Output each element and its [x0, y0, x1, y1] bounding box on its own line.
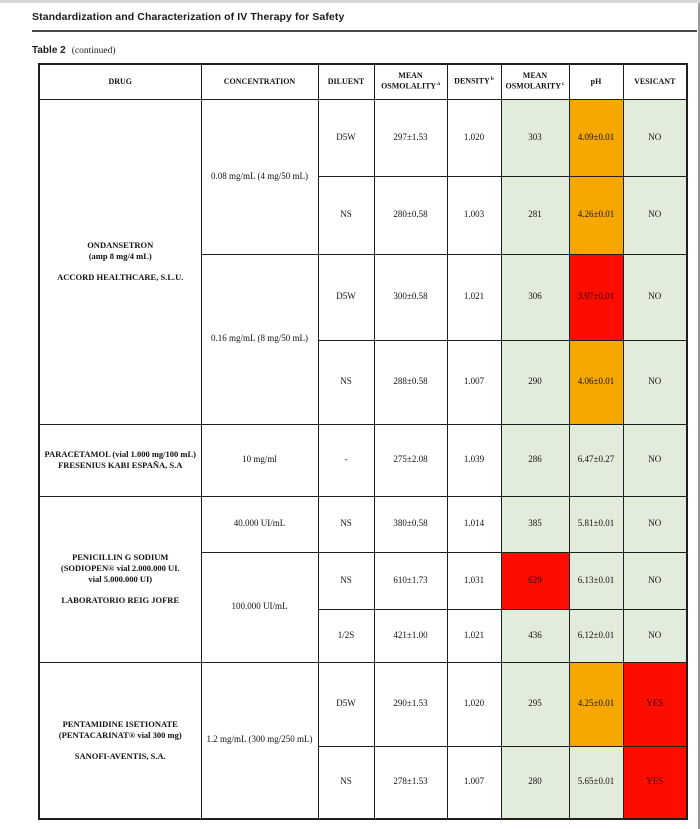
footnote-marker-b: b — [490, 76, 494, 83]
col-header-osmolarity — [501, 64, 569, 99]
osmolarity-cell: 385 — [501, 496, 569, 552]
table-row — [39, 99, 687, 176]
osmolality-cell: 290±1.53 — [374, 662, 447, 746]
vesicant-cell: NO — [623, 552, 687, 609]
table-row — [39, 496, 687, 552]
col-header-concentration-label: CONCENTRATION — [223, 76, 296, 86]
vesicant-cell: NO — [623, 496, 687, 552]
density-cell: 1.007 — [447, 746, 501, 819]
osmolality-cell: 275±2.08 — [374, 424, 447, 496]
drug-name: PENTAMIDINE ISETIONATE — [62, 718, 178, 729]
table-row — [39, 424, 687, 496]
concentration-cell: 100.000 UI/mL — [201, 552, 318, 662]
ph-cell: 4.06±0.01 — [569, 340, 623, 424]
ph-cell: 3.97±0.01 — [569, 254, 623, 340]
diluent-cell: D5W — [318, 99, 374, 176]
col-header-concentration — [201, 64, 318, 99]
running-head: Standardization and Characterization of IV Therapy for Safety — [32, 11, 345, 23]
density-cell: 1.021 — [447, 609, 501, 662]
footnote-marker-c: c — [562, 81, 565, 88]
drug-name: PENICILLIN G SODIUM — [72, 551, 169, 562]
osmolarity-cell: 629 — [501, 552, 569, 609]
osmolarity-cell: 286 — [501, 424, 569, 496]
vesicant-cell: NO — [623, 176, 687, 254]
concentration-cell: 0.16 mg/mL (8 mg/50 mL) — [201, 254, 318, 424]
density-cell: 1.003 — [447, 176, 501, 254]
density-cell: 1.007 — [447, 340, 501, 424]
ph-cell: 6.12±0.01 — [569, 609, 623, 662]
col-header-vesicant-label: VESICANT — [634, 76, 676, 86]
osmolarity-cell: 303 — [501, 99, 569, 176]
drug-characterization-table — [38, 63, 688, 820]
ph-cell: 4.09±0.01 — [569, 99, 623, 176]
density-cell: 1.020 — [447, 662, 501, 746]
drug-company: LABORATORIO REIG JOFRE — [61, 595, 180, 606]
diluent-cell: 1/2S — [318, 609, 374, 662]
ph-cell: 4.25±0.01 — [569, 662, 623, 746]
vesicant-cell: NO — [623, 99, 687, 176]
diluent-cell: D5W — [318, 662, 374, 746]
diluent-cell: D5W — [318, 254, 374, 340]
col-header-drug — [39, 64, 201, 99]
concentration-cell: 1.2 mg/mL (300 mg/250 mL) — [201, 662, 318, 819]
density-cell: 1.020 — [447, 99, 501, 176]
osmolality-cell: 610±1.73 — [374, 552, 447, 609]
table-label: Table 2 — [32, 45, 66, 56]
osmolarity-cell: 306 — [501, 254, 569, 340]
vesicant-cell: NO — [623, 340, 687, 424]
osmolality-cell: 380±0.58 — [374, 496, 447, 552]
drug-presentation: (amp 8 mg/4 mL) — [88, 250, 152, 261]
osmolality-cell: 300±0.58 — [374, 254, 447, 340]
col-header-osmolality-label: MEAN OSMOLALITY — [381, 71, 437, 92]
diluent-cell: NS — [318, 552, 374, 609]
col-header-density — [447, 64, 501, 99]
vesicant-cell: NO — [623, 609, 687, 662]
osmolarity-cell: 290 — [501, 340, 569, 424]
drug-cell-ondansetron — [39, 99, 201, 424]
osmolality-cell: 421±1.00 — [374, 609, 447, 662]
table-continued-note: (continued) — [71, 46, 116, 56]
osmolarity-cell: 281 — [501, 176, 569, 254]
diluent-cell: NS — [318, 176, 374, 254]
col-header-ph-label: pH — [590, 76, 602, 86]
ph-cell: 6.13±0.01 — [569, 552, 623, 609]
col-header-diluent-label: DILUENT — [327, 76, 365, 86]
header-row — [39, 64, 687, 99]
diluent-cell: NS — [318, 340, 374, 424]
drug-name: PARACETAMOL (vial 1.000 mg/100 mL) FRESENIUS KABI ESPAÑA, S.A — [44, 448, 196, 470]
diluent-cell: - — [318, 424, 374, 496]
osmolality-cell: 278±1.53 — [374, 746, 447, 819]
drug-presentation-2: vial 5.000.000 UI) — [88, 574, 153, 584]
footnote-marker-a: a — [437, 81, 440, 88]
concentration-cell: 40.000 UI/mL — [201, 496, 318, 552]
osmolarity-cell: 295 — [501, 662, 569, 746]
diluent-cell: NS — [318, 496, 374, 552]
osmolality-cell: 297±1.53 — [374, 99, 447, 176]
density-cell: 1.031 — [447, 552, 501, 609]
col-header-vesicant — [623, 64, 687, 99]
table-row — [39, 662, 687, 746]
header-rule — [32, 30, 697, 32]
drug-name: ONDANSETRON — [87, 239, 154, 250]
ph-cell: 4.26±0.01 — [569, 176, 623, 254]
col-header-diluent — [318, 64, 374, 99]
concentration-cell: 0.08 mg/mL (4 mg/50 mL) — [201, 99, 318, 254]
drug-company: ACCORD HEALTHCARE, S.L.U. — [57, 272, 184, 283]
ph-cell: 5.65±0.01 — [569, 746, 623, 819]
col-header-ph — [569, 64, 623, 99]
diluent-cell: NS — [318, 746, 374, 819]
col-header-osmolality — [374, 64, 447, 99]
vesicant-cell: YES — [623, 746, 687, 819]
drug-cell-penicillin — [39, 496, 201, 662]
col-header-osmolarity-label: MEAN OSMOLARITY — [505, 71, 562, 92]
table-caption — [32, 45, 116, 56]
drug-presentation: (SODIOPEN® vial 2.000.000 UI. — [60, 562, 180, 573]
osmolarity-cell: 280 — [501, 746, 569, 819]
density-cell: 1.014 — [447, 496, 501, 552]
osmolality-cell: 280±0.58 — [374, 176, 447, 254]
drug-company: SANOFI-AVENTIS, S.A. — [74, 750, 166, 761]
osmolarity-cell: 436 — [501, 609, 569, 662]
drug-cell-paracetamol — [39, 424, 201, 496]
drug-cell-pentamidine — [39, 662, 201, 819]
osmolality-cell: 288±0.58 — [374, 340, 447, 424]
vesicant-cell: YES — [623, 662, 687, 746]
vesicant-cell: NO — [623, 424, 687, 496]
density-cell: 1.039 — [447, 424, 501, 496]
ph-cell: 6.47±0.27 — [569, 424, 623, 496]
col-header-density-label: DENSITY — [454, 77, 490, 87]
drug-presentation: (PENTACARINAT® vial 300 mg) — [58, 729, 182, 740]
density-cell: 1.021 — [447, 254, 501, 340]
col-header-drug-label: DRUG — [108, 76, 133, 86]
ph-cell: 5.81±0.01 — [569, 496, 623, 552]
concentration-cell: 10 mg/ml — [201, 424, 318, 496]
vesicant-cell: NO — [623, 254, 687, 340]
